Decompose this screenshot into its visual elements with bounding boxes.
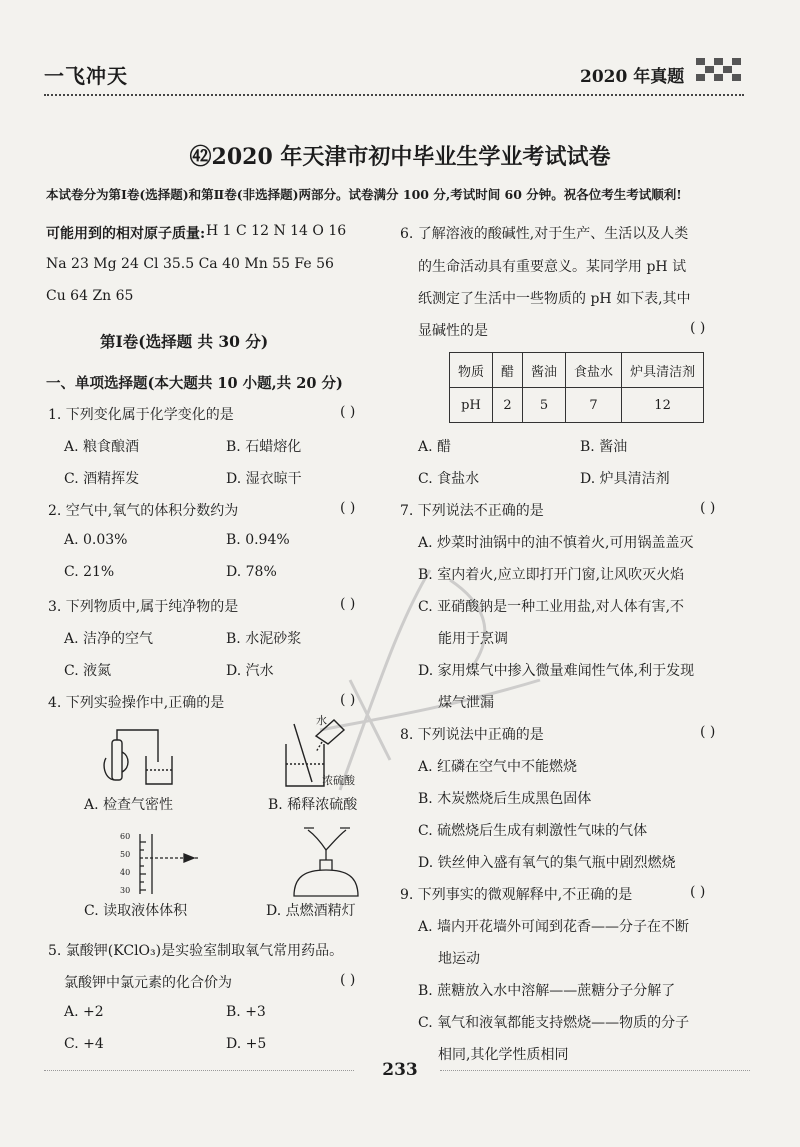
q5-option-c: C. +4 bbox=[64, 1036, 104, 1052]
atomic-mass-label: 可能用到的相对原子质量: bbox=[46, 226, 206, 242]
q6-stem-line4: 显碱性的是 bbox=[418, 323, 488, 339]
q6-option-c: C. 食盐水 bbox=[418, 471, 480, 487]
q3-option-a: A. 洁净的空气 bbox=[64, 631, 154, 647]
q7-option-d-line1: D. 家用煤气中掺入微量难闻性气体,利于发现 bbox=[418, 663, 695, 679]
ph-table-value-row bbox=[450, 388, 704, 423]
table-cell: 食盐水 bbox=[566, 353, 622, 388]
q3-answer-paren: ( ) bbox=[340, 596, 356, 612]
q2-option-c: C. 21% bbox=[64, 564, 115, 580]
q1-answer-paren: ( ) bbox=[340, 404, 356, 420]
q4-stem: 4. 下列实验操作中,正确的是 bbox=[48, 695, 225, 711]
q8-option-d: D. 铁丝伸入盛有氧气的集气瓶中剧烈燃烧 bbox=[418, 855, 676, 871]
q3-option-d: D. 汽水 bbox=[226, 663, 274, 679]
airtightness-apparatus-figure bbox=[100, 722, 190, 792]
exam-instructions: 本试卷分为第Ⅰ卷(选择题)和第Ⅱ卷(非选择题)两部分。试卷满分 100 分,考试时间 60 分钟。祝各位考生考试顺利! bbox=[46, 187, 682, 202]
q1-option-b: B. 石蜡熔化 bbox=[226, 439, 302, 455]
q6-option-a: A. 醋 bbox=[418, 439, 452, 455]
q7-option-a: A. 炒菜时油锅中的油不慎着火,可用锅盖盖灭 bbox=[418, 535, 694, 551]
q9-option-c-line2: 相同,其化学性质相同 bbox=[438, 1047, 569, 1063]
q6-answer-paren: ( ) bbox=[690, 320, 706, 336]
q9-option-a-line1: A. 墙内开花墙外可闻到花香——分子在不断 bbox=[418, 919, 690, 935]
label-conc-acid: 浓硫酸 bbox=[322, 774, 355, 787]
exam-title: ㊷2020 年天津市初中毕业生学业考试试卷 bbox=[189, 144, 611, 170]
q5-option-b: B. +3 bbox=[226, 1004, 266, 1020]
table-cell: 物质 bbox=[450, 353, 493, 388]
header-divider bbox=[44, 94, 744, 96]
q9-option-b: B. 蔗糖放入水中溶解——蔗糖分子分解了 bbox=[418, 983, 676, 999]
q6-stem-line3: 纸测定了生活中一些物质的 pH 如下表,其中 bbox=[418, 291, 691, 307]
atomic-mass-line2: Na 23 Mg 24 Cl 35.5 Ca 40 Mn 55 Fe 56 bbox=[46, 256, 334, 272]
q1-option-a: A. 粮食酿酒 bbox=[64, 439, 140, 455]
q4-option-b: B. 稀释浓硫酸 bbox=[268, 797, 358, 813]
alcohol-lamp-figure bbox=[286, 826, 366, 898]
q9-option-a-line2: 地运动 bbox=[438, 951, 480, 967]
q8-option-c: C. 硫燃烧后生成有刺激性气味的气体 bbox=[418, 823, 648, 839]
q2-answer-paren: ( ) bbox=[340, 500, 356, 516]
q3-option-b: B. 水泥砂浆 bbox=[226, 631, 302, 647]
ph-table bbox=[449, 352, 704, 423]
q9-option-c-line1: C. 氧气和液氧都能支持燃烧——物质的分子 bbox=[418, 1015, 690, 1031]
q6-option-d: D. 炉具清洁剂 bbox=[580, 471, 670, 487]
part-title: 一、单项选择题(本大题共 10 小题,共 20 分) bbox=[46, 375, 343, 392]
table-cell: 2 bbox=[493, 388, 523, 423]
section-title: 第Ⅰ卷(选择题 共 30 分) bbox=[100, 332, 269, 351]
year-label: 2020 年真题 bbox=[580, 67, 685, 87]
tick-50: 50 bbox=[120, 850, 131, 859]
atomic-mass-line3: Cu 64 Zn 65 bbox=[46, 288, 134, 304]
atomic-mass-line1: H 1 C 12 N 14 O 16 bbox=[206, 223, 347, 239]
q7-option-d-line2: 煤气泄漏 bbox=[438, 695, 494, 711]
q6-stem-line2: 的生命活动具有重要意义。某同学用 pH 试 bbox=[418, 259, 687, 275]
brand-logo: 一飞冲天 bbox=[44, 64, 128, 88]
q4-option-d: D. 点燃酒精灯 bbox=[266, 903, 356, 919]
q8-option-a: A. 红磷在空气中不能燃烧 bbox=[418, 759, 578, 775]
q5-option-a: A. +2 bbox=[64, 1004, 104, 1020]
q5-stem-line1: 5. 氯酸钾(KClO₃)是实验室制取氧气常用药品。 bbox=[48, 943, 344, 959]
q8-option-b: B. 木炭燃烧后生成黑色固体 bbox=[418, 791, 592, 807]
q5-answer-paren: ( ) bbox=[340, 972, 356, 988]
q7-option-c-line1: C. 亚硝酸钠是一种工业用盐,对人体有害,不 bbox=[418, 599, 685, 615]
q6-option-b: B. 酱油 bbox=[580, 439, 628, 455]
q5-option-d: D. +5 bbox=[226, 1036, 267, 1052]
tick-40: 40 bbox=[120, 868, 131, 877]
q1-stem: 1. 下列变化属于化学变化的是 bbox=[48, 407, 234, 423]
tick-30: 30 bbox=[120, 886, 131, 895]
q4-option-a: A. 检查气密性 bbox=[84, 797, 174, 813]
q1-option-d: D. 湿衣晾干 bbox=[226, 471, 302, 487]
q9-answer-paren: ( ) bbox=[690, 884, 706, 900]
q7-option-b: B. 室内着火,应立即打开门窗,让风吹灭火焰 bbox=[418, 567, 685, 583]
q8-answer-paren: ( ) bbox=[700, 724, 716, 740]
q3-stem: 3. 下列物质中,属于纯净物的是 bbox=[48, 599, 239, 615]
q2-option-a: A. 0.03% bbox=[64, 532, 128, 548]
table-cell: 7 bbox=[566, 388, 622, 423]
tick-60: 60 bbox=[120, 832, 131, 841]
table-cell: 炉具清洁剂 bbox=[622, 353, 704, 388]
q2-stem: 2. 空气中,氧气的体积分数约为 bbox=[48, 503, 239, 519]
table-cell: 12 bbox=[622, 388, 704, 423]
q7-option-c-line2: 能用于烹调 bbox=[438, 631, 508, 647]
q4-option-c: C. 读取液体体积 bbox=[84, 903, 188, 919]
table-cell: pH bbox=[450, 388, 493, 423]
q8-stem: 8. 下列说法中正确的是 bbox=[400, 727, 544, 743]
q3-option-c: C. 液氮 bbox=[64, 663, 112, 679]
q2-option-b: B. 0.94% bbox=[226, 532, 290, 548]
q1-option-c: C. 酒精挥发 bbox=[64, 471, 140, 487]
label-water: 水 bbox=[316, 714, 327, 727]
table-cell: 醋 bbox=[493, 353, 523, 388]
table-cell: 酱油 bbox=[523, 353, 566, 388]
q4-answer-paren: ( ) bbox=[340, 692, 356, 708]
q2-option-d: D. 78% bbox=[226, 564, 277, 580]
table-cell: 5 bbox=[523, 388, 566, 423]
q7-answer-paren: ( ) bbox=[700, 500, 716, 516]
q7-stem: 7. 下列说法不正确的是 bbox=[400, 503, 544, 519]
q5-stem-line2: 氯酸钾中氯元素的化合价为 bbox=[64, 975, 232, 991]
q9-stem: 9. 下列事实的微观解释中,不正确的是 bbox=[400, 887, 633, 903]
page-number: 233 bbox=[382, 1060, 418, 1080]
checker-decoration-icon bbox=[696, 58, 742, 88]
q6-stem-line1: 6. 了解溶液的酸碱性,对于生产、生活以及人类 bbox=[400, 226, 689, 242]
ph-table-header-row bbox=[450, 353, 704, 388]
